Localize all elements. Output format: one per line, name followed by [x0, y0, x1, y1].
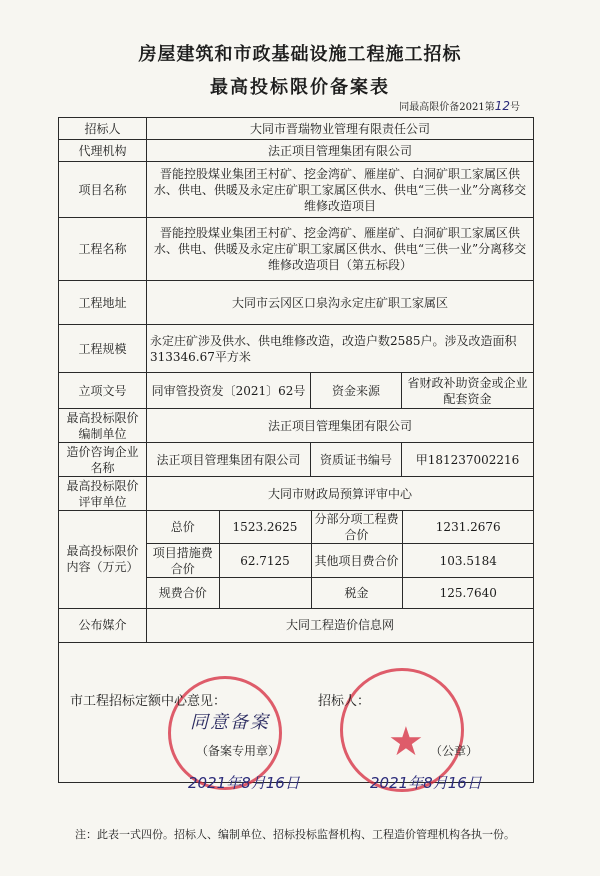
scale-label: 工程规模	[59, 325, 147, 373]
footnote: 注：此表一式四份。招标人、编制单位、招标投标监督机构、工程造价管理机构各执一份。	[75, 828, 515, 841]
location-value: 大同市云冈区口泉沟永定庄矿职工家属区	[147, 281, 534, 325]
right-date: 2021年8月16日	[370, 774, 482, 792]
fund-source-value: 省财政补助资金或企业配套资金	[402, 373, 534, 409]
media-label: 公布媒介	[59, 608, 147, 642]
tenderer-value: 大同市晋瑞物业管理有限责任公司	[147, 118, 534, 140]
star-icon: ★	[388, 719, 424, 765]
filing-table	[58, 117, 534, 783]
cert-value: 甲181237002216	[402, 443, 534, 477]
filing-number	[399, 98, 520, 113]
measure-label: 项目措施费合价	[147, 544, 219, 578]
approval-label: 立项文号	[59, 373, 147, 409]
limit-label: 最高投标限价内容（万元）	[59, 511, 147, 609]
total-label: 总价	[147, 511, 219, 544]
reviewer-value: 大同市财政局预算评审中心	[147, 477, 534, 511]
fund-source-label: 资金来源	[311, 373, 402, 409]
signature-area	[59, 642, 534, 782]
engineering-name-value: 晋能控股煤业集团王村矿、挖金湾矿、雁崖矿、白洞矿职工家属区供水、供电、供暖及永定庄矿职工家属区供水、供电“三供一业”分离移交维修改造项目（第五标段）	[147, 218, 534, 281]
engineering-name-label: 工程名称	[59, 218, 147, 281]
right-stamp-note: （公章）	[430, 744, 479, 758]
consult-value: 法正项目管理集团有限公司	[147, 443, 311, 477]
limit-inner-table	[147, 511, 534, 608]
filing-prefix: 同最高限价备2021第	[399, 102, 495, 113]
project-name-value: 晋能控股煤业集团王村矿、挖金湾矿、雁崖矿、白洞矿职工家属区供水、供电、供暖及永定庄矿职工家属区供水、供电“三供一业”分离移交维修改造项目	[147, 162, 534, 218]
left-opinion-label: 市工程招标定额中心意见：	[70, 694, 227, 709]
measure-value: 62.7125	[219, 544, 311, 578]
right-tenderer-label: 招标人：	[318, 694, 371, 709]
compiler-label: 最高投标限价编制单位	[59, 409, 147, 443]
fee-label: 规费合价	[147, 578, 219, 608]
tax-label: 税金	[311, 578, 402, 608]
scale-value: 永定庄矿涉及供水、供电维修改造，改造户数2585户。涉及改造面积313346.67平方米	[147, 325, 534, 373]
agency-value: 法正项目管理集团有限公司	[147, 140, 534, 162]
title-line1: 房屋建筑和市政基础设施工程施工招标	[138, 44, 462, 65]
consult-label: 造价咨询企业名称	[59, 443, 147, 477]
limit-grid	[147, 511, 534, 609]
total-value: 1523.2625	[219, 511, 311, 544]
filing-suffix: 号	[510, 102, 520, 113]
project-name-label: 项目名称	[59, 162, 147, 218]
other-label: 其他项目费合价	[311, 544, 402, 578]
agency-label: 代理机构	[59, 140, 147, 162]
tenderer-label: 招标人	[59, 118, 147, 140]
compiler-value: 法正项目管理集团有限公司	[147, 409, 534, 443]
tax-value: 125.7640	[402, 578, 534, 608]
location-label: 工程地址	[59, 281, 147, 325]
left-stamp-note: （备案专用章）	[196, 744, 281, 758]
other-value: 103.5184	[402, 544, 534, 578]
sub-value: 1231.2676	[402, 511, 534, 544]
fee-value	[219, 578, 311, 608]
left-handwriting: 同意备案	[190, 712, 270, 733]
sub-label: 分部分项工程费合价	[311, 511, 402, 544]
reviewer-label: 最高投标限价评审单位	[59, 477, 147, 511]
filing-number-handwritten: 12	[494, 99, 510, 113]
title-line2: 最高投标限价备案表	[210, 77, 390, 98]
approval-value: 同审管投资发〔2021〕62号	[147, 373, 311, 409]
left-date: 2021年8月16日	[188, 774, 300, 792]
cert-label: 资质证书编号	[311, 443, 402, 477]
media-value: 大同工程造价信息网	[147, 608, 534, 642]
